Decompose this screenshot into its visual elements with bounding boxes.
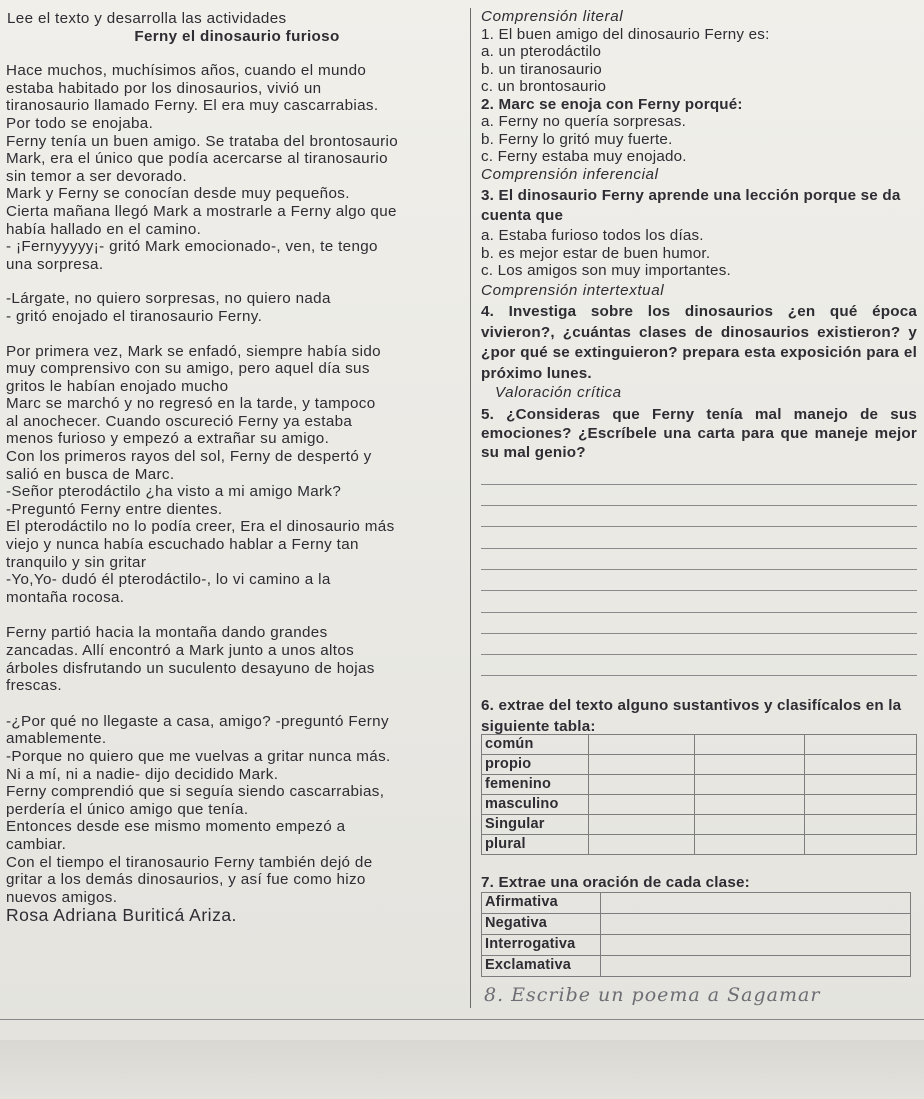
sentence-answer-cell[interactable] (601, 955, 911, 976)
story-line: - ¡Fernyyyyy¡- gritó Mark emocionado-, ven, te tengo (6, 238, 378, 256)
q3-option: b. es mejor estar de buen humor. (481, 244, 711, 262)
story-line: gritar a los demás dinosaurios, y así fue como hizo (6, 871, 366, 889)
story-line: Por primera vez, Mark se enfadó, siempre había sido (6, 342, 381, 360)
sentence-answer-cell[interactable] (601, 892, 911, 913)
noun-answer-cell[interactable] (805, 775, 917, 795)
story-paragraph (6, 624, 468, 694)
noun-row (482, 735, 917, 755)
story-line: viejo y nunca había escuchado hablar a Ferny tan (6, 536, 359, 554)
sentence-answer-cell[interactable] (601, 913, 911, 934)
story-line: Por todo se enojaba. (6, 114, 154, 132)
sentence-row (482, 934, 911, 955)
story-paragraph (6, 713, 468, 907)
story-line: nuevos amigos. (6, 888, 118, 906)
noun-answer-cell[interactable] (589, 815, 695, 835)
noun-answer-cell[interactable] (589, 795, 695, 815)
noun-category-label: común (482, 735, 589, 755)
story-paragraph (6, 62, 468, 273)
literal-heading: Comprensión literal (481, 8, 624, 25)
story-line: - gritó enojado el tiranosaurio Ferny. (6, 307, 263, 325)
noun-category-label: Singular (482, 815, 589, 835)
activities-column (481, 8, 917, 1004)
story-line: frescas. (6, 677, 62, 695)
q1-option: b. un tiranosaurio (481, 60, 602, 78)
story-line: tiranosaurio llamado Ferny. El era muy cascarrabias. (6, 97, 379, 115)
story-line: amablemente. (6, 730, 107, 748)
q3-option: a. Estaba furioso todos los días. (481, 227, 704, 244)
story-line: salió en busca de Marc. (6, 465, 175, 483)
noun-row (482, 815, 917, 835)
story-line: perdería el único amigo que tenía. (6, 800, 249, 818)
noun-answer-cell[interactable] (695, 755, 805, 775)
story-line: al anochecer. Cuando oscureció Ferny ya estaba (6, 412, 353, 430)
sentence-answer-cell[interactable] (601, 934, 911, 955)
sentence-row (482, 892, 911, 913)
story-line: tranquilo y sin gritar (6, 553, 147, 571)
noun-answer-cell[interactable] (695, 815, 805, 835)
question-7: 7. Extrae una oración de cada clase: (481, 874, 750, 892)
question-3: 3. El dinosaurio Ferny aprende una lección porque se da cuenta que (481, 187, 901, 224)
noun-answer-cell[interactable] (589, 735, 695, 755)
story-line: Ferny comprendió que si seguía siendo cascarrabias, (6, 783, 385, 801)
story-author: Rosa Adriana Buriticá Ariza. (6, 905, 237, 926)
bottom-rule (0, 1019, 924, 1020)
intertextual-heading: Comprensión intertextual (481, 281, 665, 299)
letter-writing-lines[interactable] (481, 464, 917, 677)
q2-option: b. Ferny lo gritó muy fuerte. (481, 130, 673, 148)
story-paragraph (6, 343, 468, 607)
noun-answer-cell[interactable] (695, 795, 805, 815)
story-line: gritos le habían enojado mucho (6, 377, 229, 395)
story-line: -Preguntó Ferny entre dientes. (6, 500, 223, 518)
story-line: estaba habitado por los dinosaurios, vivió un (6, 79, 322, 97)
story-line: Ferny tenía un buen amigo. Se trataba del brontosaurio (6, 132, 399, 150)
noun-answer-cell[interactable] (695, 835, 805, 855)
noun-row (482, 795, 917, 815)
sentence-types-table (481, 892, 911, 977)
story-title: Ferny el dinosaurio furioso (134, 27, 340, 45)
story-line: Hace muchos, muchísimos años, cuando el mundo (6, 62, 367, 80)
sentence-row (482, 913, 911, 934)
noun-answer-cell[interactable] (695, 775, 805, 795)
sentence-type-label: Interrogativa (482, 934, 601, 955)
story-line: Ni a mí, ni a nadie- dijo decidido Mark. (6, 765, 279, 783)
question-5: 5. ¿Consideras que Ferny tenía mal manejo de sus emociones? ¿Escríbele una carta para que maneje mejor su mal genio? (481, 405, 917, 461)
noun-answer-cell[interactable] (589, 835, 695, 855)
sentence-type-label: Negativa (482, 913, 601, 934)
story-line: -Porque no quiero que me vuelvas a gritar nunca más. (6, 747, 391, 765)
q2-option: a. Ferny no quería sorpresas. (481, 113, 687, 130)
noun-row (482, 775, 917, 795)
q1-option: c. un brontosaurio (481, 78, 607, 95)
story-line: Mark, era el único que podía acercarse al tiranosaurio (6, 150, 388, 168)
noun-category-label: masculino (482, 795, 589, 815)
story-line: árboles disfrutando un suculento desayuno de hojas (6, 659, 375, 677)
instructions: Lee el texto y desarrolla las actividades (7, 10, 287, 27)
noun-category-label: propio (482, 755, 589, 775)
noun-answer-cell[interactable] (805, 755, 917, 775)
question-1: 1. El buen amigo del dinosaurio Ferny es: (481, 25, 770, 43)
noun-classification-table (481, 734, 917, 855)
story-line: una sorpresa. (6, 255, 104, 273)
noun-category-label: femenino (482, 775, 589, 795)
story-line: El pterodáctilo no lo podía creer, Era el dinosaurio más (6, 518, 395, 536)
page-shadow (0, 1040, 924, 1099)
q3-option: c. Los amigos son muy importantes. (481, 262, 731, 279)
q2-option: c. Ferny estaba muy enojado. (481, 148, 687, 165)
noun-answer-cell[interactable] (695, 735, 805, 755)
critical-heading: Valoración crítica (495, 384, 622, 401)
story-line: montaña rocosa. (6, 588, 125, 606)
noun-answer-cell[interactable] (589, 755, 695, 775)
story-line: muy comprensivo con su amigo, pero aquel día sus (6, 360, 370, 378)
noun-answer-cell[interactable] (589, 775, 695, 795)
question-2: 2. Marc se enoja con Ferny porqué: (481, 95, 743, 113)
story-line: Con los primeros rayos del sol, Ferny de despertó y (6, 448, 372, 466)
sentence-type-label: Afirmativa (482, 892, 601, 913)
story-paragraph (6, 290, 468, 325)
story-line: -Lárgate, no quiero sorpresas, no quiero nada (6, 290, 331, 308)
noun-answer-cell[interactable] (805, 835, 917, 855)
question-6: 6. extrae del texto alguno sustantivos y clasifícalos en la siguiente tabla: (481, 697, 902, 735)
story-line: menos furioso y empezó a extrañar su amigo. (6, 430, 330, 448)
story-line: había hallado en el camino. (6, 220, 202, 238)
story-line: Mark y Ferny se conocían desde muy pequeños. (6, 185, 350, 203)
story-line: -Señor pterodáctilo ¿ha visto a mi amigo Mark? (6, 483, 342, 501)
story-line: Marc se marchó y no regresó en la tarde, y tampoco (6, 395, 376, 413)
story-line: cambiar. (6, 835, 67, 853)
noun-answer-cell[interactable] (805, 795, 917, 815)
story-line: -Yo,Yo- dudó él pterodáctilo-, lo vi camino a la (6, 571, 331, 589)
q1-option: a. un pterodáctilo (481, 43, 602, 60)
story-line: sin temor a ser devorado. (6, 167, 187, 185)
sentence-row (482, 955, 911, 976)
story-line: -¿Por qué no llegaste a casa, amigo? -preguntó Ferny (6, 712, 389, 730)
story-line: Ferny partió hacia la montaña dando grandes (6, 624, 328, 642)
noun-category-label: plural (482, 835, 589, 855)
story-column (6, 10, 468, 925)
sentence-type-label: Exclamativa (482, 955, 601, 976)
story-line: Con el tiempo el tiranosaurio Ferny también dejó de (6, 853, 373, 871)
noun-answer-cell[interactable] (805, 815, 917, 835)
inferential-heading: Comprensión inferencial (481, 165, 659, 183)
story-line: Cierta mañana llegó Mark a mostrarle a Ferny algo que (6, 202, 397, 220)
noun-row (482, 835, 917, 855)
column-divider (470, 8, 471, 1008)
story-line: zancadas. Allí encontró a Mark junto a unos altos (6, 642, 355, 659)
story-body (6, 62, 468, 906)
question-4: 4. Investiga sobre los dinosaurios ¿en qué época vivieron?, ¿cuántas clases de dinosaurios existieron? y ¿por qué se extinguieron? prepara esta exposición para el próximo lunes. (481, 303, 917, 382)
noun-row (482, 755, 917, 775)
noun-answer-cell[interactable] (805, 735, 917, 755)
story-line: Entonces desde ese mismo momento empezó a (6, 818, 346, 836)
handwritten-question-8: 8. Escribe un poema a Sagamar (484, 983, 821, 1006)
